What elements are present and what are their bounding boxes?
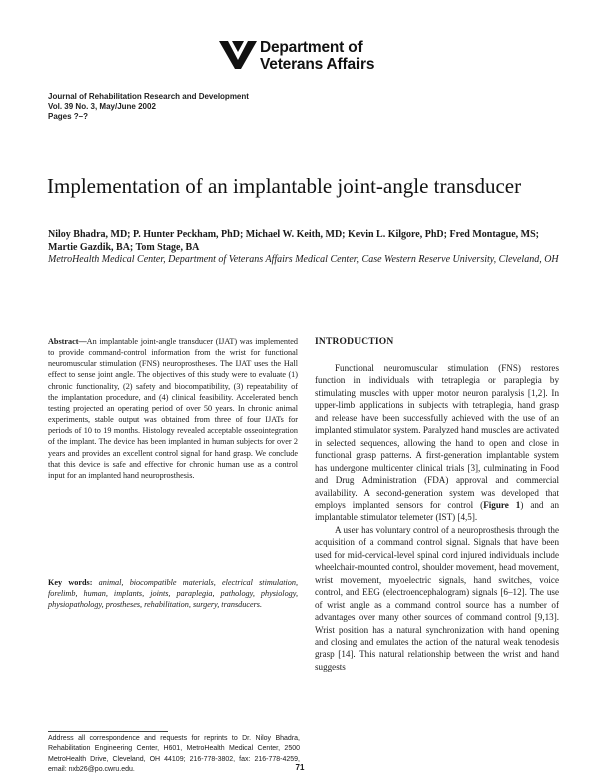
- author-list: Niloy Bhadra, MD; P. Hunter Peckham, PhD; Michael W. Keith, MD; Kevin L. Kilgore, PhD; Fred Montague, MS; Martie Gazdik, BA; Tom Stage, BA: [48, 229, 539, 253]
- introduction-body: [315, 362, 559, 673]
- affiliation: MetroHealth Medical Center, Department of Veterans Affairs Medical Center, Case Western Reserve University, Cleveland, OH: [48, 254, 559, 265]
- intro-p1-after: ) and an implantable stimulator telemeter (IST) [4,5].: [315, 499, 560, 523]
- intro-paragraph-2: A user has voluntary control of a neuroprosthesis through the acquisition of a command control signal. Signals that have been used for mid-cervical-level spinal cord injured individuals include wheelchair-mounted control, shoulder movement, head movement, wrist movement, myoelectric signals, hand switches, voice control, and EEG (electroencephalogram) signals [6–12]. The use of wrist angle as a command control source has a number of advantages over many other sources of command control [9,13]. Wrist position has a natural synchronization with hand opening and closing and emulates the action of the natural weak tenodesis grasp [14]. This natural relationship between the wrist and hand suggests: [315, 524, 559, 672]
- logo-line-1: Department of: [260, 39, 363, 56]
- abstract: [48, 336, 298, 481]
- journal-name: Journal of Rehabilitation Research and Development: [48, 92, 249, 101]
- keywords-label: Key words:: [48, 578, 93, 587]
- introduction-heading: INTRODUCTION: [315, 337, 394, 347]
- journal-pages: Pages ?–?: [48, 112, 89, 121]
- abstract-text: An implantable joint-angle transducer (IJAT) was implemented to provide command-control information from the wrist for functional neuromuscular stimulation (FNS) neuroprostheses. The IJAT uses the Hall effect to sense joint angle. The objectives of this study were to evaluate (1) chronic functionality, (2) safety and biocompatibility, (3) repeatability of the implantation procedure, and (4) clinical feasibility. Accelerated bench testing projected an operating period of over 50 years. In chronic animal experiments, stable output was obtained from three of four IJATs for periods of 10 to 19 months. Histology revealed acceptable osseointegration of the implant. The device has been implanted in human subjects for over 2 years and provides an excellent control signal for hand grasp. We conclude that this device is safe and effective for chronic human use as a control input for an implanted hand neuroprosthesis.: [48, 337, 298, 480]
- intro-paragraph-1: [315, 362, 559, 524]
- logo-line-2: Veterans Affairs: [260, 56, 375, 73]
- article-title: Implementation of an implantable joint-angle transducer: [47, 174, 522, 198]
- va-logo-text: [260, 39, 374, 73]
- keywords-text: animal, biocompatible materials, electrical stimulation, forelimb, human, implants, joints, paraplegia, pathology, physiology, physiopathology, prostheses, rehabilitation, surgery, transducers.: [48, 578, 299, 610]
- correspondence-footnote: Address all correspondence and requests for reprints to Dr. Niloy Bhadra, Rehabilitation Engineering Center, H601, MetroHealth Medical Center, 2500 MetroHealth Drive, Cleveland, OH 44109; 216-778-3802, fax: 216-778-4259, email: nxb26@po.cwru.edu.: [48, 735, 300, 773]
- journal-info: [48, 92, 249, 122]
- abstract-label: Abstract—: [48, 337, 87, 346]
- footnote-divider: [48, 731, 168, 732]
- journal-volume: Vol. 39 No. 3, May/June 2002: [48, 102, 156, 111]
- va-logo: [219, 39, 379, 79]
- figure-1-reference[interactable]: Figure 1: [483, 499, 521, 510]
- va-emblem-icon: [219, 39, 257, 69]
- keywords: [48, 577, 298, 610]
- page-number: 71: [295, 763, 305, 772]
- intro-p1-before: Functional neuromuscular stimulation (FNS) restores function in individuals with tetraplegia or paraplegia by stimulating muscles with upper motor neuron paralysis [1,2]. In upper-limb applications in subjects with tetraplegia, hand grasp and release have been successfully achieved with the use of an implanted stimulator system. Paralyzed hand muscles are activated in selected sequences, allowing the hand to open and close in functional grasp patterns. A first-generation implantable system has undergone multicenter clinical trials [3], culminating in Food and Drug Administration (FDA) approval and commercial availability. A second-generation system was developed that employs implanted sensors for control (: [315, 363, 559, 510]
